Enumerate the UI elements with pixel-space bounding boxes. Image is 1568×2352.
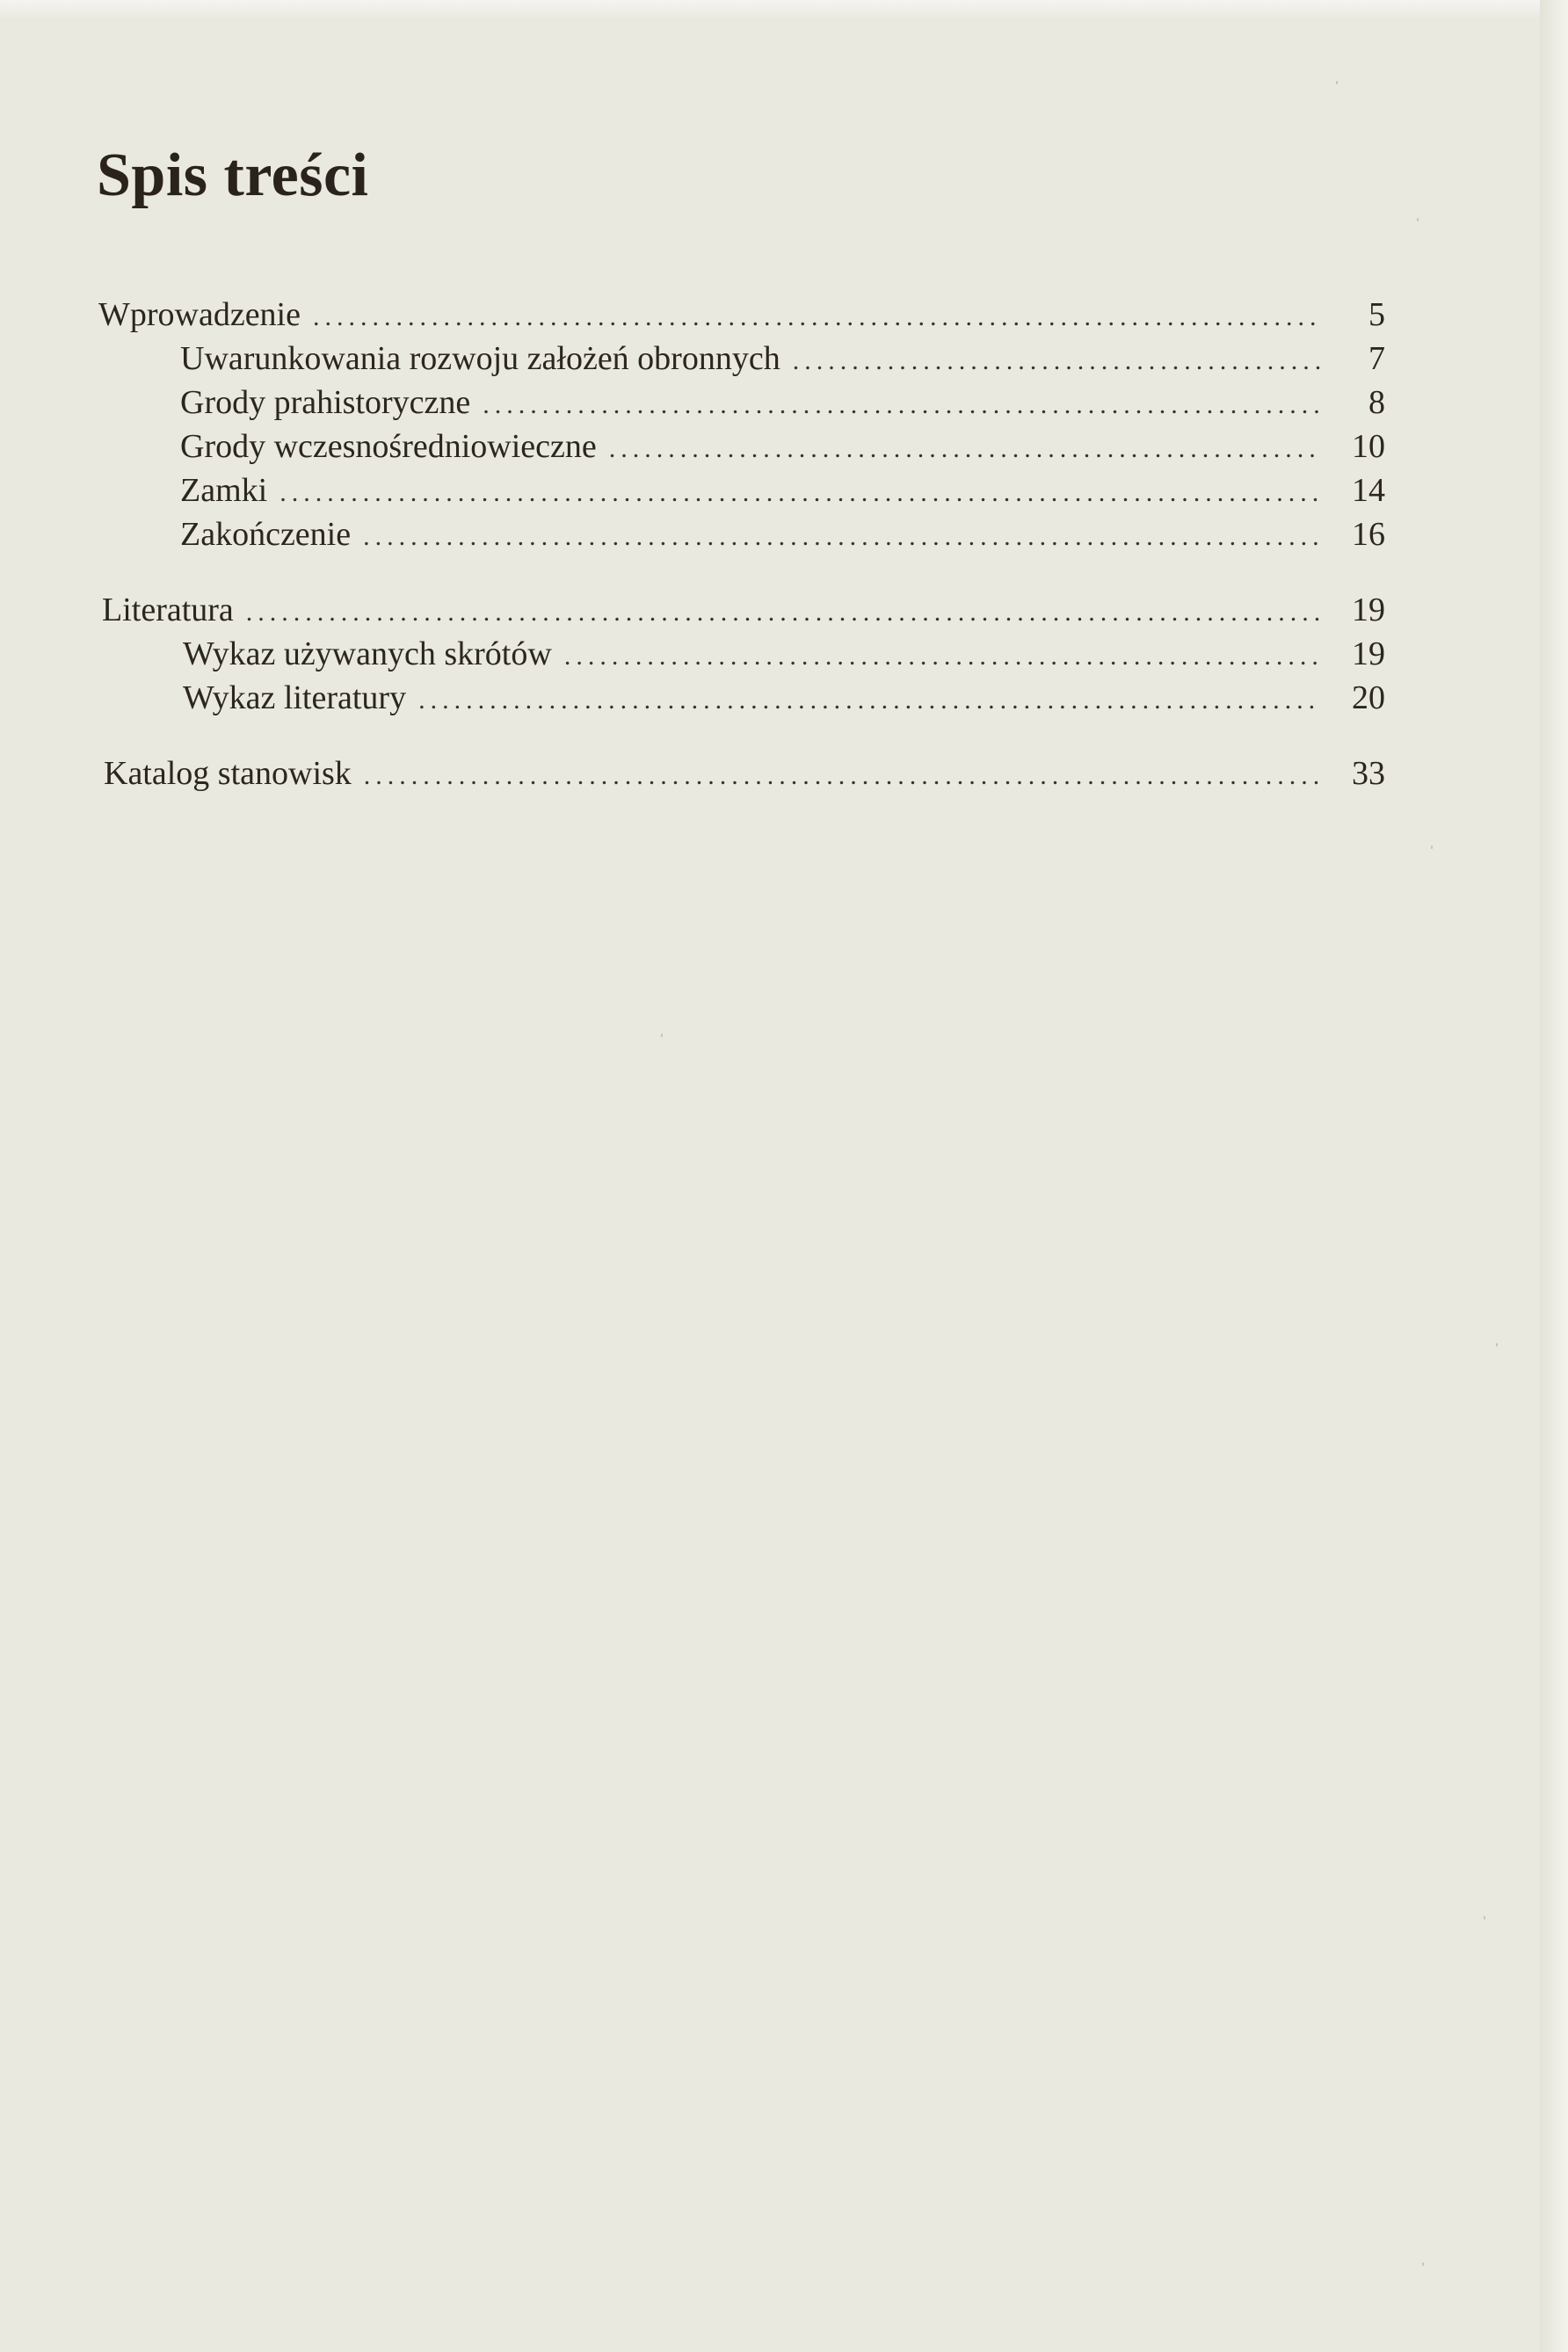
- toc-entry-page: 33: [1352, 755, 1385, 792]
- toc-entry-zakonczenie: [180, 513, 1385, 555]
- toc-leader-dots: [246, 592, 1322, 634]
- toc-entry-grody-wczesnosredniowieczne: [180, 425, 1385, 468]
- page-title: Spis treści: [97, 142, 369, 209]
- toc-entry-label: Zakończenie: [180, 516, 352, 553]
- toc-entry-label: Grody prahistoryczne: [180, 384, 471, 421]
- toc-leader-dots: [564, 635, 1322, 678]
- toc-entry-label: Wprowadzenie: [98, 296, 301, 333]
- toc-entry-page: 14: [1352, 472, 1385, 509]
- toc-entry-page: 16: [1352, 516, 1385, 553]
- toc-entry-label: Wykaz używanych skrótów: [183, 635, 552, 672]
- toc-entry-wykaz-skrotow: [183, 633, 1385, 675]
- toc-leader-dots: [418, 679, 1322, 722]
- toc-entry-wprowadzenie: [98, 294, 1385, 336]
- toc-entry-page: 19: [1352, 592, 1385, 628]
- toc-entry-page: 5: [1368, 296, 1385, 333]
- toc-leader-dots: [363, 516, 1322, 558]
- toc-entry-label: Uwarunkowania rozwoju założeń obronnych: [180, 340, 780, 377]
- toc-entry-label: Grody wczesnośredniowieczne: [180, 428, 597, 465]
- toc-entry-page: 10: [1352, 428, 1385, 465]
- toc-entry-uwarunkowania: [180, 338, 1385, 380]
- toc-entry-label: Literatura: [102, 592, 234, 628]
- toc-entry-wykaz-literatury: [183, 677, 1385, 719]
- toc-leader-dots: [609, 428, 1322, 470]
- toc-entry-grody-prahistoryczne: [180, 381, 1385, 424]
- toc-entry-label: Zamki: [180, 472, 268, 509]
- toc-entry-page: 8: [1368, 384, 1385, 421]
- toc-entry-label: Wykaz literatury: [183, 679, 407, 716]
- toc-leader-dots: [364, 755, 1322, 797]
- toc-entry-zamki: [180, 469, 1385, 512]
- toc-entry-katalog-stanowisk: [104, 752, 1385, 795]
- toc-entry-page: 20: [1352, 679, 1385, 716]
- toc-entry-page: 19: [1352, 635, 1385, 672]
- toc-leader-dots: [483, 384, 1322, 426]
- toc-leader-dots: [279, 472, 1322, 514]
- toc-entry-literatura: [102, 589, 1385, 631]
- toc-leader-dots: [793, 340, 1322, 382]
- toc-entry-page: 7: [1368, 340, 1385, 377]
- toc-entry-label: Katalog stanowisk: [104, 755, 352, 792]
- toc-leader-dots: [313, 296, 1322, 338]
